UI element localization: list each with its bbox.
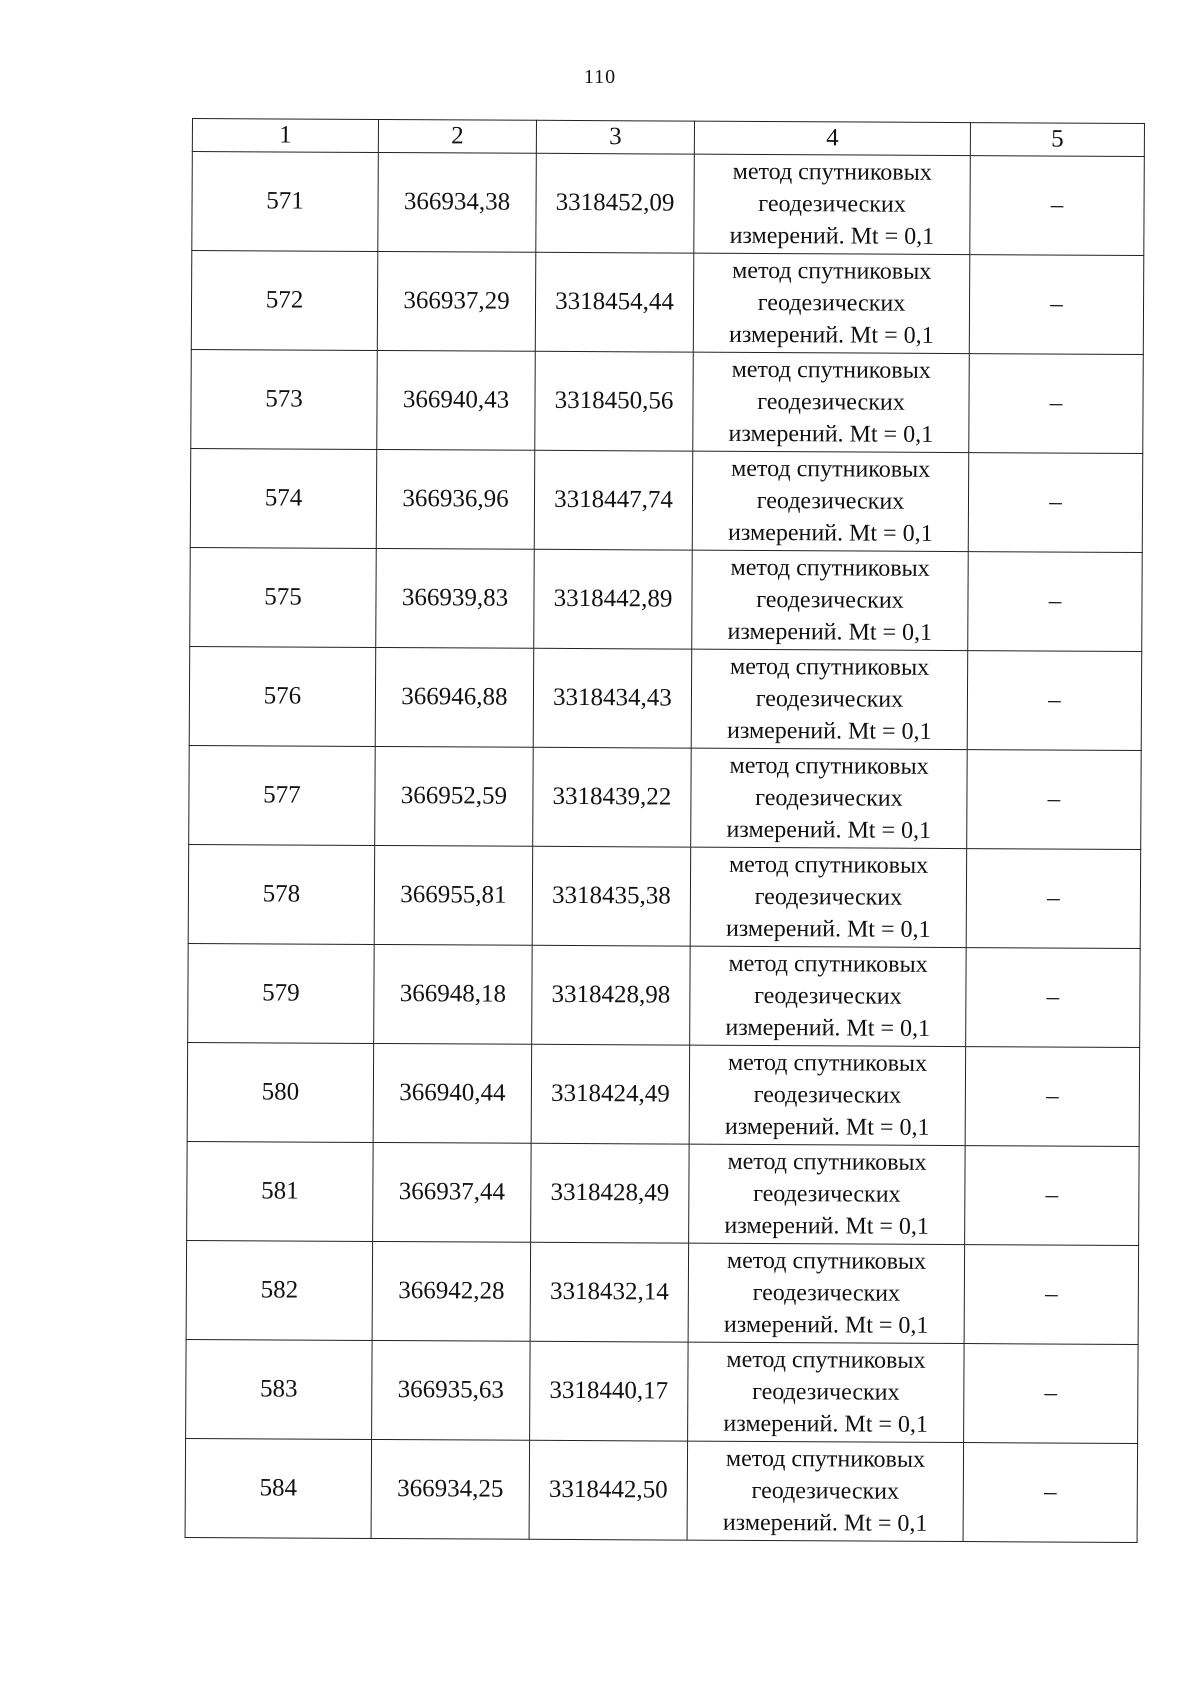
method-text-line: метод спутниковых xyxy=(731,455,931,483)
method-text-line: метод спутниковых xyxy=(726,1346,926,1374)
table-row xyxy=(186,1240,1139,1344)
table-row xyxy=(187,1042,1140,1146)
method-text-line: геодезических xyxy=(755,685,904,713)
y-coordinate-cell: 3318428,49 xyxy=(531,1143,690,1243)
y-coordinate-cell: 3318450,56 xyxy=(535,351,694,451)
y-coordinate-cell: 3318428,98 xyxy=(532,945,691,1045)
method-text-line: метод спутниковых xyxy=(730,554,930,582)
point-number-cell: 583 xyxy=(186,1339,373,1439)
method-text-line: измерений. Mt = 0,1 xyxy=(723,1410,929,1438)
y-coordinate-cell: 3318442,50 xyxy=(529,1440,688,1540)
x-coordinate-cell: 366939,83 xyxy=(376,548,535,648)
note-cell: – xyxy=(964,1344,1139,1444)
y-coordinate-cell: 3318434,43 xyxy=(533,648,692,748)
x-coordinate-cell: 366937,29 xyxy=(377,251,536,351)
method-text-line: метод спутниковых xyxy=(728,950,928,978)
point-number-cell: 574 xyxy=(190,448,377,548)
column-header-5: 5 xyxy=(970,123,1144,157)
method-text-line: измерений. Mt = 0,1 xyxy=(727,618,933,646)
column-header-1: 1 xyxy=(192,119,378,153)
x-coordinate-cell: 366940,43 xyxy=(377,350,536,450)
method-text-line: метод спутниковых xyxy=(727,1148,927,1176)
method-text-line: метод спутниковых xyxy=(726,1247,927,1275)
point-number-cell: 582 xyxy=(186,1240,373,1340)
method-cell xyxy=(690,847,967,947)
method-text-line: геодезических xyxy=(757,388,905,416)
method-text-line: метод спутниковых xyxy=(727,1049,928,1077)
method-text-line: измерений. Mt = 0,1 xyxy=(729,321,934,349)
table-header xyxy=(192,119,1144,157)
note-cell: – xyxy=(964,1245,1139,1345)
y-coordinate-cell: 3318447,74 xyxy=(534,450,693,550)
note-cell: – xyxy=(963,1443,1138,1543)
method-cell xyxy=(692,451,969,551)
method-text-line: геодезических xyxy=(754,982,902,1010)
point-number-cell: 571 xyxy=(192,152,379,252)
y-coordinate-cell: 3318454,44 xyxy=(535,252,694,352)
method-text-line: метод спутниковых xyxy=(732,257,932,285)
note-cell: – xyxy=(970,156,1145,256)
note-cell: – xyxy=(967,651,1142,751)
table-row xyxy=(191,251,1144,355)
method-text-line: метод спутниковых xyxy=(725,1445,926,1473)
x-coordinate-cell: 366934,38 xyxy=(378,152,537,252)
method-cell xyxy=(688,1342,965,1442)
note-cell: – xyxy=(969,354,1144,454)
method-text-line: измерений. Mt = 0,1 xyxy=(727,519,933,547)
x-coordinate-cell: 366946,88 xyxy=(375,647,534,747)
method-text-line: измерений. Mt = 0,1 xyxy=(728,420,934,448)
method-text-line: измерений. Mt = 0,1 xyxy=(725,1014,931,1042)
method-text-line: геодезических xyxy=(753,1180,901,1208)
table-row xyxy=(190,547,1143,651)
method-text-line: измерений. Mt = 0,1 xyxy=(729,222,935,250)
x-coordinate-cell: 366936,96 xyxy=(376,449,535,549)
point-number-cell: 577 xyxy=(189,745,376,845)
x-coordinate-cell: 366955,81 xyxy=(374,845,533,945)
note-cell: – xyxy=(966,948,1141,1048)
note-cell: – xyxy=(966,849,1141,949)
note-cell: – xyxy=(968,453,1143,553)
point-number-cell: 579 xyxy=(188,943,375,1043)
y-coordinate-cell: 3318424,49 xyxy=(531,1044,690,1144)
method-text-line: геодезических xyxy=(757,289,906,317)
point-number-cell: 575 xyxy=(190,547,377,647)
method-cell xyxy=(692,550,969,650)
point-number-cell: 578 xyxy=(188,844,375,944)
method-text-line: геодезических xyxy=(752,1279,901,1307)
method-text-line: геодезических xyxy=(756,487,905,515)
x-coordinate-cell: 366952,59 xyxy=(375,746,534,846)
table-row xyxy=(187,1141,1140,1245)
table-row xyxy=(192,152,1145,256)
table-row xyxy=(188,943,1141,1047)
x-coordinate-cell: 366942,28 xyxy=(372,1241,531,1341)
method-text-line: геодезических xyxy=(756,586,904,614)
method-text-line: измерений. Mt = 0,1 xyxy=(726,717,932,745)
point-number-cell: 576 xyxy=(189,646,376,746)
method-cell xyxy=(694,154,971,254)
method-cell xyxy=(688,1243,965,1343)
point-number-cell: 572 xyxy=(191,251,378,351)
y-coordinate-cell: 3318435,38 xyxy=(532,846,691,946)
page-number: 110 xyxy=(583,66,617,88)
x-coordinate-cell: 366934,25 xyxy=(371,1439,530,1539)
method-text-line: измерений. Mt = 0,1 xyxy=(722,1509,928,1537)
y-coordinate-cell: 3318452,09 xyxy=(536,153,695,253)
table-row xyxy=(189,646,1142,750)
method-text-line: геодезических xyxy=(754,883,903,911)
method-text-line: измерений. Mt = 0,1 xyxy=(724,1212,930,1240)
table-row xyxy=(185,1438,1138,1542)
header-row xyxy=(192,119,1144,157)
x-coordinate-cell: 366948,18 xyxy=(374,944,533,1044)
table-row xyxy=(189,745,1142,849)
method-cell xyxy=(690,946,967,1046)
note-cell: – xyxy=(969,255,1144,355)
table-row xyxy=(186,1339,1139,1443)
method-text-line: метод спутниковых xyxy=(728,851,929,879)
method-text-line: геодезических xyxy=(753,1081,902,1109)
table-body xyxy=(185,152,1144,1543)
x-coordinate-cell: 366940,44 xyxy=(373,1043,532,1143)
table-row xyxy=(190,448,1143,552)
column-header-2: 2 xyxy=(378,119,536,153)
coordinates-table xyxy=(185,118,1145,1543)
method-cell xyxy=(691,748,968,848)
note-cell: – xyxy=(967,750,1142,850)
y-coordinate-cell: 3318439,22 xyxy=(533,747,692,847)
x-coordinate-cell: 366935,63 xyxy=(372,1340,531,1440)
y-coordinate-cell: 3318440,17 xyxy=(530,1341,689,1441)
method-cell xyxy=(687,1441,964,1541)
method-text-line: измерений. Mt = 0,1 xyxy=(726,816,932,844)
method-text-line: геодезических xyxy=(751,1477,900,1505)
method-text-line: метод спутниковых xyxy=(731,356,931,384)
x-coordinate-cell: 366937,44 xyxy=(373,1142,532,1242)
y-coordinate-cell: 3318432,14 xyxy=(530,1242,689,1342)
method-text-line: метод спутниковых xyxy=(729,752,929,780)
note-cell: – xyxy=(965,1047,1140,1147)
method-text-line: измерений. Mt = 0,1 xyxy=(725,915,931,943)
method-cell xyxy=(691,649,968,749)
y-coordinate-cell: 3318442,89 xyxy=(534,549,693,649)
method-text-line: геодезических xyxy=(755,784,903,812)
point-number-cell: 581 xyxy=(187,1141,374,1241)
method-text-line: геодезических xyxy=(752,1378,900,1406)
method-cell xyxy=(689,1144,966,1244)
method-cell xyxy=(693,253,970,353)
method-text-line: измерений. Mt = 0,1 xyxy=(724,1113,930,1141)
point-number-cell: 573 xyxy=(191,349,378,449)
method-text-line: измерений. Mt = 0,1 xyxy=(723,1311,929,1339)
table-row xyxy=(188,844,1141,948)
point-number-cell: 580 xyxy=(187,1042,374,1142)
method-text-line: метод спутниковых xyxy=(730,653,930,681)
table-row xyxy=(191,349,1144,453)
point-number-cell: 584 xyxy=(185,1438,372,1538)
note-cell: – xyxy=(965,1146,1140,1246)
method-cell xyxy=(693,352,970,452)
method-text-line: геодезических xyxy=(758,190,906,218)
method-cell xyxy=(689,1045,966,1145)
method-text-line: метод спутниковых xyxy=(732,158,932,186)
column-header-3: 3 xyxy=(536,120,694,154)
note-cell: – xyxy=(968,552,1143,652)
column-header-4: 4 xyxy=(694,121,970,155)
